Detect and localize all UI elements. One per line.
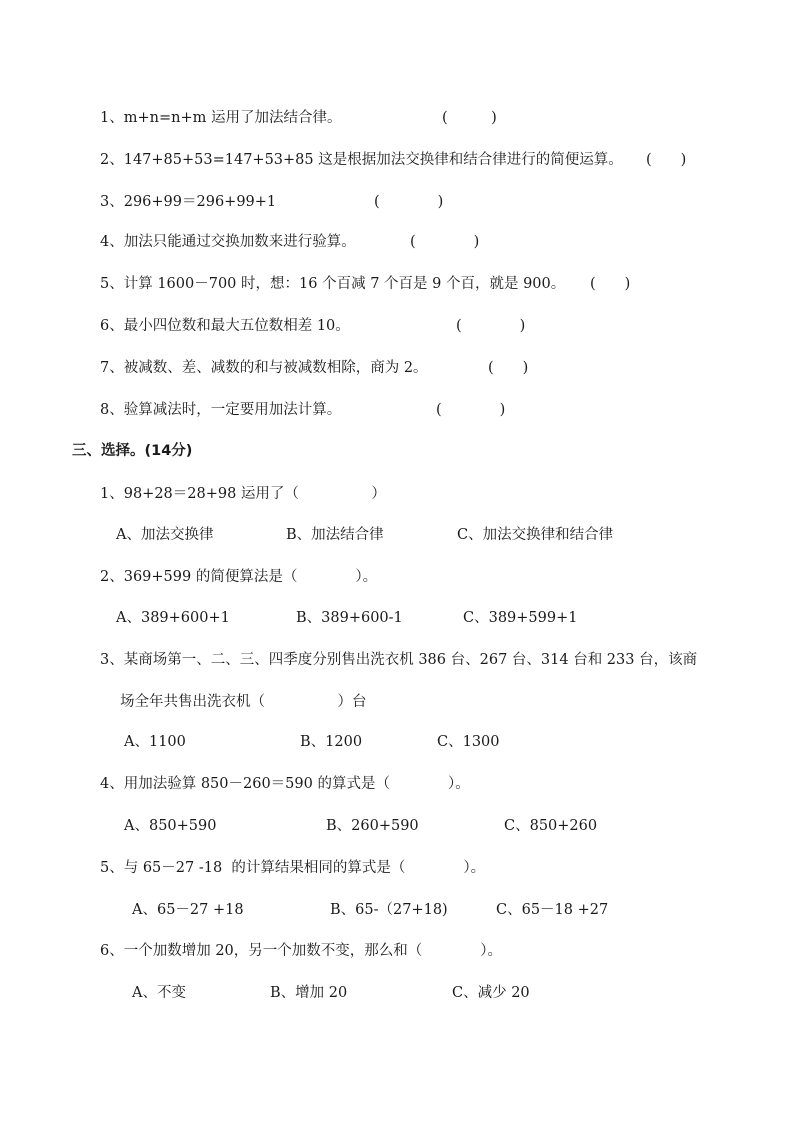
- option-2b[interactable]: B、389+600-1: [296, 610, 403, 626]
- option-3b[interactable]: B、1200: [300, 734, 363, 750]
- option-4a[interactable]: A、850+590: [124, 818, 217, 834]
- option-6c[interactable]: C、减少 20: [452, 985, 530, 1001]
- choice-question-3-cont: 场全年共售出洗衣机（ ）台: [120, 694, 367, 710]
- answer-blank-1[interactable]: ( ): [442, 110, 497, 126]
- option-2a[interactable]: A、389+600+1: [116, 610, 230, 626]
- section-heading: 三、选择。(14分): [72, 443, 193, 459]
- answer-blank-3[interactable]: ( ): [374, 194, 444, 210]
- option-4b[interactable]: B、260+590: [326, 818, 419, 834]
- judgement-item-8: 8、验算减法时，一定要用加法计算。: [100, 402, 342, 418]
- option-5a[interactable]: A、65－27 +18: [132, 902, 244, 918]
- judgement-item-6: 6、最小四位数和最大五位数相差 10。: [100, 318, 350, 334]
- choice-question-4: 4、用加法验算 850－260＝590 的算式是（ ）。: [100, 776, 470, 792]
- option-1a[interactable]: A、加法交换律: [116, 527, 214, 543]
- judgement-item-4: 4、加法只能通过交换加数来进行验算。: [100, 234, 356, 250]
- answer-blank-5[interactable]: ( ): [590, 276, 631, 292]
- judgement-item-3: 3、296+99＝296+99+1: [100, 194, 277, 210]
- choice-question-3: 3、某商场第一、二、三、四季度分别售出洗衣机 386 台、267 台、314 台和 233 台，该商: [100, 652, 698, 668]
- choice-question-2: 2、369+599 的简便算法是（ ）。: [100, 569, 378, 585]
- option-5c[interactable]: C、65－18 +27: [496, 902, 609, 918]
- option-3c[interactable]: C、1300: [437, 734, 500, 750]
- option-5b[interactable]: B、65-（27+18): [330, 902, 448, 918]
- choice-question-5: 5、与 65－27 -18 的计算结果相同的算式是（ ）。: [100, 860, 486, 876]
- answer-blank-4[interactable]: ( ): [410, 234, 480, 250]
- option-4c[interactable]: C、850+260: [504, 818, 598, 834]
- option-3a[interactable]: A、1100: [124, 734, 186, 750]
- answer-blank-7[interactable]: ( ): [488, 360, 529, 376]
- judgement-item-5: 5、计算 1600－700 时，想：16 个百减 7 个百是 9 个百，就是 900。: [100, 276, 566, 292]
- judgement-item-2: 2、147+85+53=147+53+85 这是根据加法交换律和结合律进行的简便运算。: [100, 152, 623, 168]
- answer-blank-2[interactable]: ( ): [646, 152, 687, 168]
- judgement-item-1: 1、m+n=n+m 运用了加法结合律。: [100, 110, 342, 126]
- option-1c[interactable]: C、加法交换律和结合律: [457, 527, 614, 543]
- option-6a[interactable]: A、不变: [132, 985, 186, 1001]
- choice-question-6: 6、一个加数增加 20，另一个加数不变，那么和（ ）。: [100, 943, 503, 959]
- choice-question-1: 1、98+28＝28+98 运用了（ ）: [100, 486, 386, 502]
- answer-blank-6[interactable]: ( ): [456, 318, 526, 334]
- option-2c[interactable]: C、389+599+1: [463, 610, 578, 626]
- answer-blank-8[interactable]: ( ): [436, 402, 506, 418]
- option-6b[interactable]: B、增加 20: [270, 985, 348, 1001]
- judgement-item-7: 7、被减数、差、减数的和与被减数相除，商为 2。: [100, 360, 428, 376]
- option-1b[interactable]: B、加法结合律: [286, 527, 384, 543]
